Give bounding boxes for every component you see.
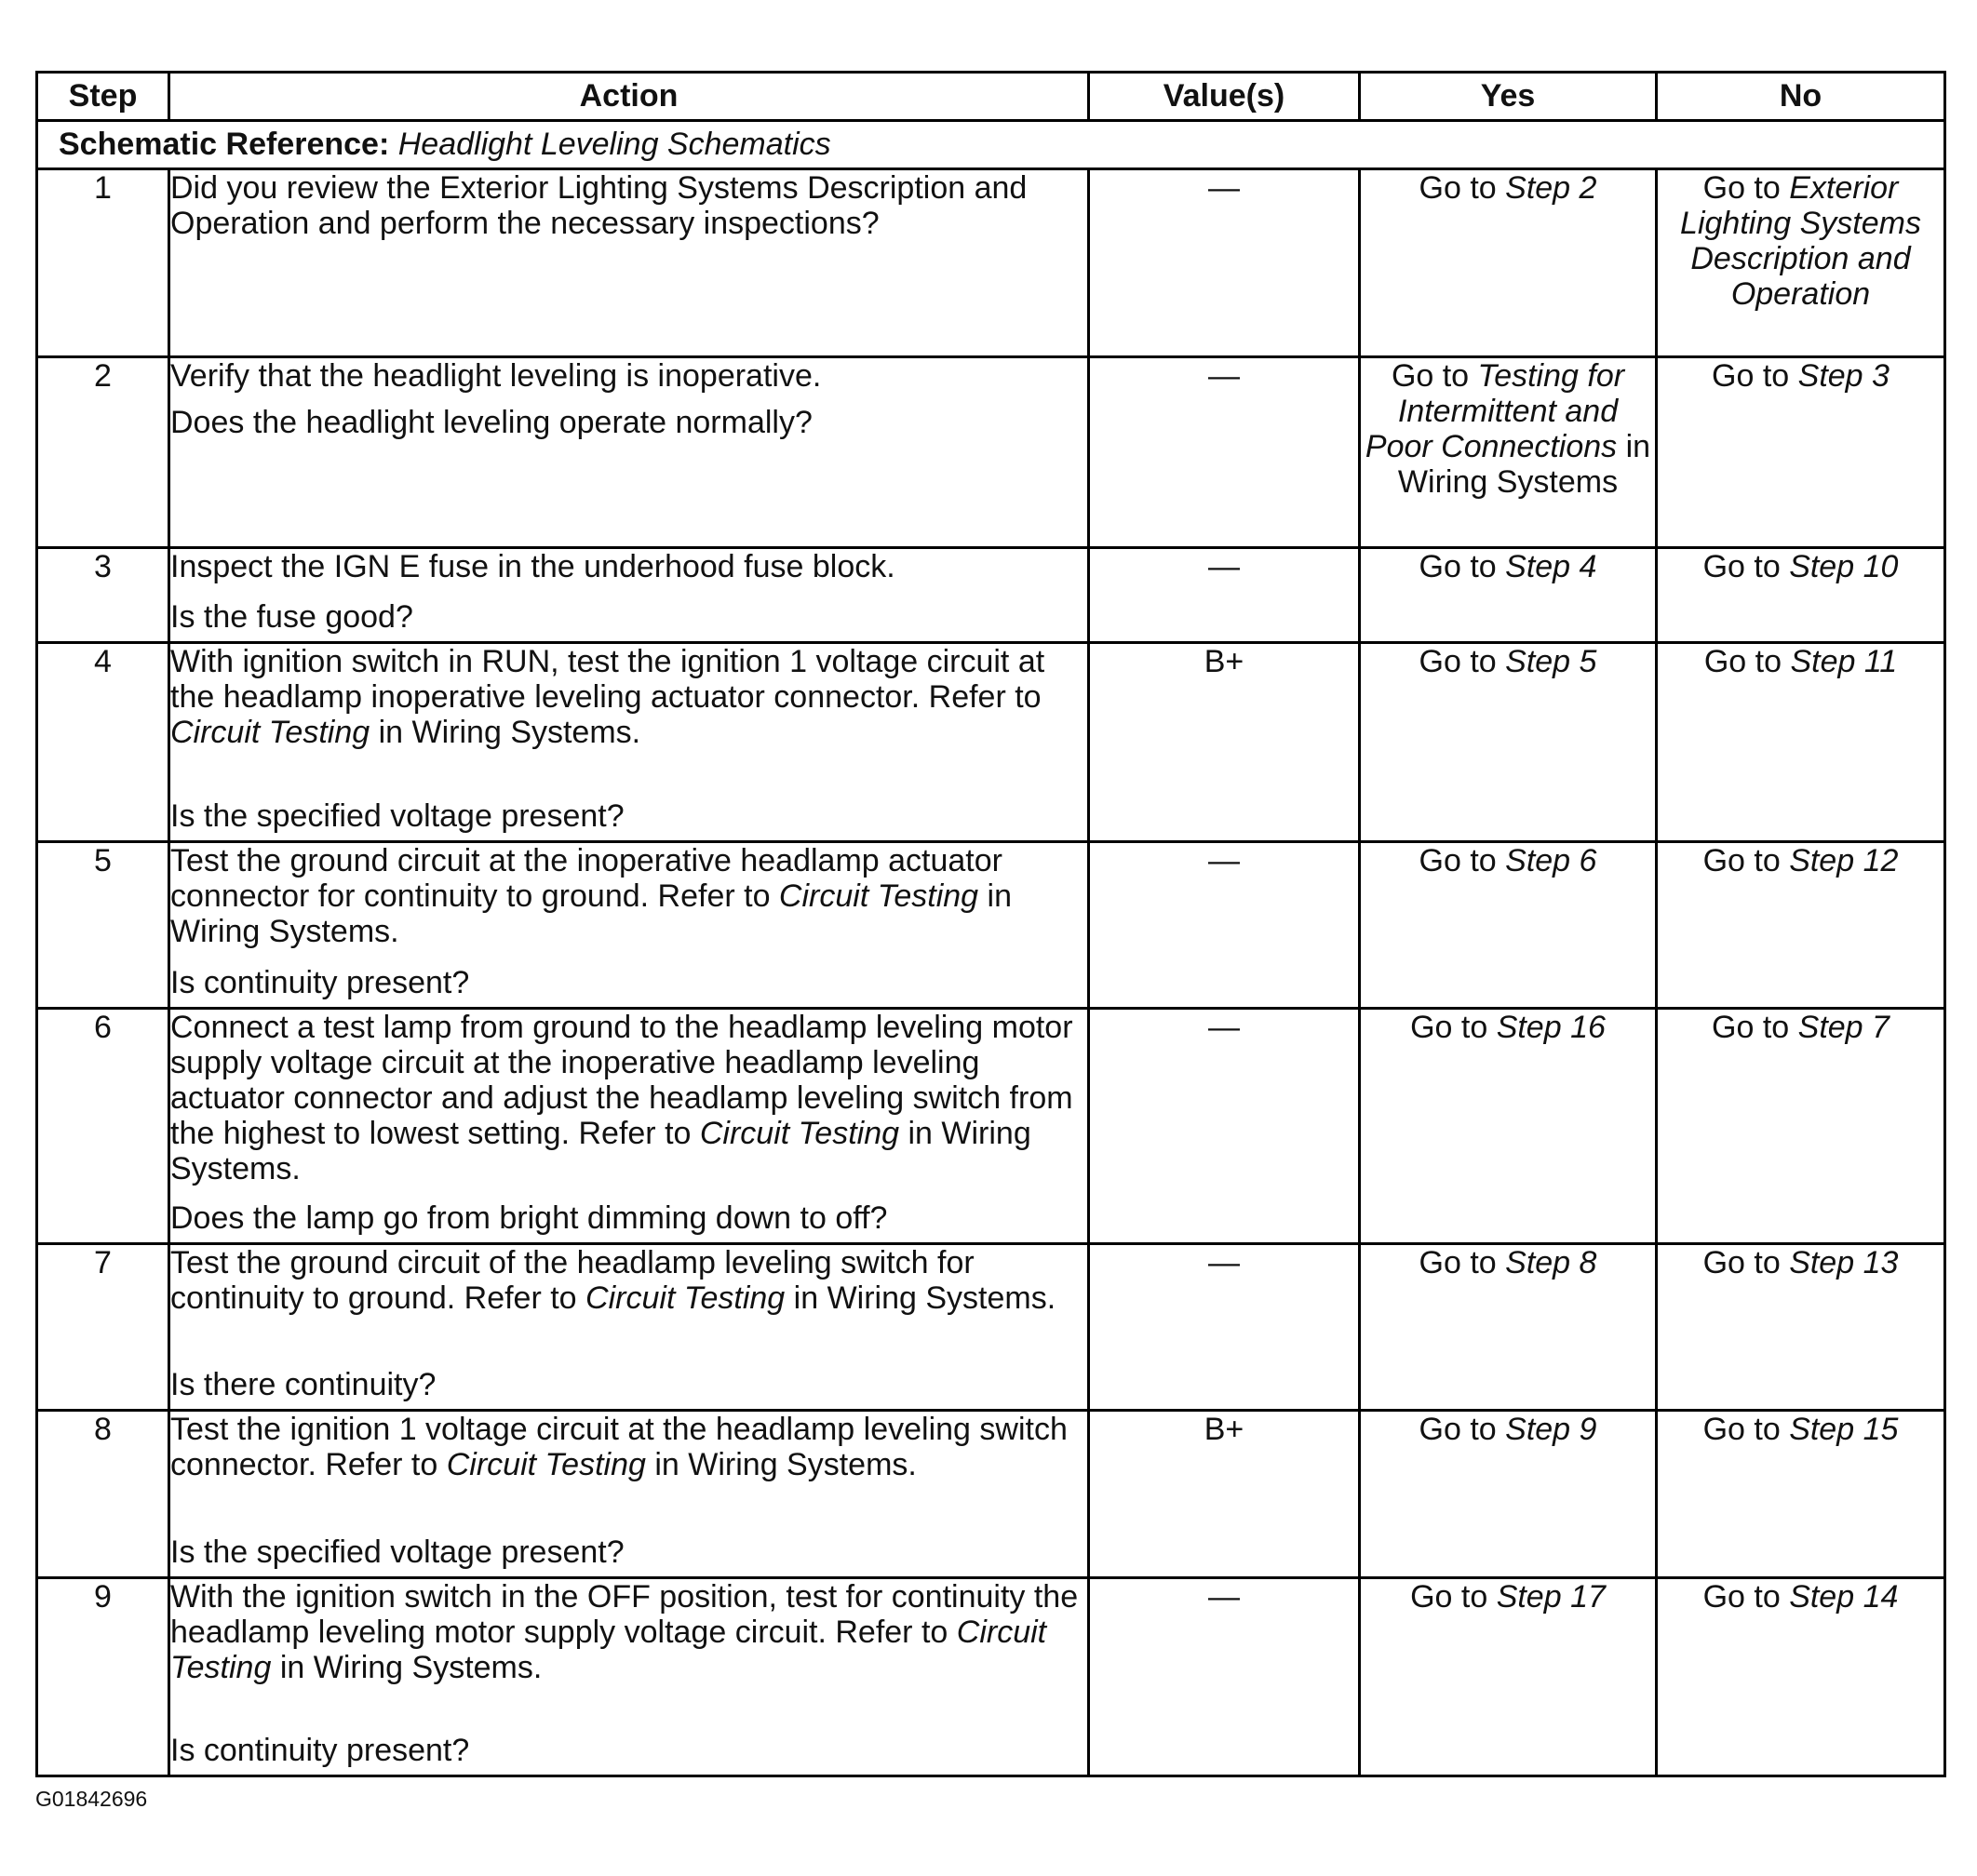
no-cell (1657, 357, 1945, 548)
reference-link[interactable]: Step 2 (1505, 170, 1597, 206)
text-run: Go to (1702, 170, 1790, 206)
value-cell: — (1089, 169, 1360, 357)
step-number: 7 (37, 1244, 169, 1411)
reference-link[interactable]: Step 15 (1789, 1412, 1899, 1447)
value-cell: — (1089, 548, 1360, 643)
text-run: Go to (1419, 644, 1506, 679)
text-run: Is the specified voltage present? (170, 797, 625, 834)
action-text (170, 644, 1087, 750)
reference-link[interactable]: Circuit Testing (170, 1615, 1047, 1686)
action-cell (169, 169, 1089, 357)
schematic-reference-row (37, 121, 1945, 169)
reference-link[interactable]: Circuit Testing (778, 878, 979, 915)
table-row (37, 643, 1945, 842)
reference-link[interactable]: Step 9 (1505, 1412, 1597, 1447)
yes-cell (1360, 842, 1657, 1009)
schematic-reference (37, 121, 1945, 169)
text-run: Go to (1391, 358, 1478, 394)
text-run: in Wiring Systems. (271, 1650, 543, 1686)
step-number: 6 (37, 1009, 169, 1244)
value-cell: B+ (1089, 643, 1360, 842)
step-number: 3 (37, 548, 169, 643)
diagnostic-table (35, 71, 1946, 1777)
text-run: in Wiring Systems. (645, 1447, 917, 1483)
action-text (170, 1010, 1087, 1186)
text-run: Go to (1419, 1412, 1506, 1447)
text-run: Is there continuity? (170, 1366, 437, 1402)
header-yes: Yes (1360, 73, 1657, 121)
text-run: With ignition switch in RUN, test the ignition 1 voltage circuit at the headlamp inoperative leveling actuator connector. Refer to (170, 644, 1045, 716)
table-row (37, 169, 1945, 357)
action-text (170, 843, 1087, 949)
action-cell (169, 548, 1089, 643)
reference-link[interactable]: Step 17 (1496, 1579, 1606, 1615)
schematic-label: Schematic Reference: (59, 127, 390, 163)
action-cell (169, 1009, 1089, 1244)
text-run: Go to (1419, 549, 1506, 584)
text-run: in Wiring Systems. (170, 878, 1013, 950)
reference-link[interactable]: Exterior Lighting Systems Description and Operation (1680, 170, 1921, 313)
text-run: Go to (1702, 843, 1790, 878)
action-text (170, 1412, 1087, 1482)
action-question (170, 1733, 1087, 1768)
text-run: Is continuity present? (170, 964, 470, 1000)
text-run: Go to (1419, 170, 1506, 206)
no-cell (1657, 1411, 1945, 1578)
text-run: in Wiring Systems. (785, 1280, 1056, 1317)
table-row (37, 357, 1945, 548)
header-step: Step (37, 73, 169, 121)
value-cell: — (1089, 1244, 1360, 1411)
no-cell (1657, 1578, 1945, 1776)
action-text (170, 549, 1087, 584)
text-run: With the ignition switch in the OFF position, test for continuity the headlamp leveling motor supply voltage circuit. Refer to (170, 1579, 1079, 1651)
reference-link[interactable]: Step 13 (1789, 1245, 1899, 1280)
text-run: Did you review the Exterior Lighting Systems Description and Operation and perform the necessary inspections? (170, 170, 1028, 242)
step-number: 8 (37, 1411, 169, 1578)
header-row (37, 73, 1945, 121)
action-cell (169, 1244, 1089, 1411)
action-question (170, 1367, 1087, 1402)
yes-cell (1360, 1578, 1657, 1776)
reference-link[interactable]: Step 7 (1797, 1010, 1890, 1045)
no-cell (1657, 548, 1945, 643)
text-run: Go to (1702, 1412, 1790, 1447)
action-cell (169, 1578, 1089, 1776)
yes-cell (1360, 1244, 1657, 1411)
text-run: in Wiring Systems. (370, 715, 641, 751)
action-text (170, 170, 1087, 241)
text-run: Test the ground circuit at the inoperative headlamp actuator connector for continuity to ground. Refer to (170, 843, 1002, 915)
reference-link[interactable]: Step 6 (1505, 843, 1597, 878)
text-run: Go to (1712, 358, 1798, 394)
no-cell (1657, 1244, 1945, 1411)
reference-link[interactable]: Circuit Testing (585, 1280, 786, 1317)
value-cell: — (1089, 842, 1360, 1009)
table-row (37, 1244, 1945, 1411)
text-run: Go to (1410, 1579, 1497, 1615)
text-run: Test the ground circuit of the headlamp leveling switch for continuity to ground. Refer to (170, 1245, 975, 1317)
header-no: No (1657, 73, 1945, 121)
text-run: Is continuity present? (170, 1732, 470, 1768)
reference-link[interactable]: Step 14 (1789, 1579, 1899, 1615)
text-run: Go to (1702, 1245, 1790, 1280)
text-run: Go to (1419, 1245, 1506, 1280)
text-run: Go to (1703, 644, 1791, 679)
step-number: 9 (37, 1578, 169, 1776)
no-cell (1657, 1009, 1945, 1244)
no-cell (1657, 169, 1945, 357)
action-question (170, 1534, 1087, 1570)
header-value: Value(s) (1089, 73, 1360, 121)
reference-link[interactable]: Testing for Intermittent and Poor Connections (1365, 358, 1625, 465)
text-run: Is the fuse good? (170, 598, 413, 635)
table-row (37, 1009, 1945, 1244)
step-number: 4 (37, 643, 169, 842)
action-cell (169, 1411, 1089, 1578)
text-run: in Wiring Systems. (170, 1116, 1031, 1187)
reference-link[interactable]: Step 4 (1505, 549, 1597, 584)
no-cell (1657, 643, 1945, 842)
yes-cell (1360, 643, 1657, 842)
action-text (170, 1579, 1087, 1685)
reference-link[interactable]: Circuit Testing (170, 715, 370, 751)
figure-id: G01842696 (35, 1787, 148, 1811)
yes-cell (1360, 1009, 1657, 1244)
text-run: Go to (1702, 549, 1790, 584)
value-cell: — (1089, 1578, 1360, 1776)
reference-link[interactable]: Step 10 (1789, 549, 1899, 584)
reference-link[interactable]: Step 11 (1790, 644, 1898, 679)
step-number: 1 (37, 169, 169, 357)
action-question (170, 1200, 1087, 1236)
action-question (170, 405, 1087, 440)
yes-cell (1360, 169, 1657, 357)
text-run: Go to (1712, 1010, 1798, 1045)
text-run: Test the ignition 1 voltage circuit at the headlamp leveling switch connector. Refer to (170, 1412, 1068, 1483)
table-row (37, 1411, 1945, 1578)
action-text (170, 358, 1087, 394)
table-row (37, 842, 1945, 1009)
table-row (37, 548, 1945, 643)
text-run: Go to (1419, 843, 1506, 878)
header-action: Action (169, 73, 1089, 121)
reference-link[interactable]: Circuit Testing (446, 1447, 646, 1483)
step-number: 5 (37, 842, 169, 1009)
text-run: Verify that the headlight leveling is inoperative. (170, 358, 822, 394)
reference-link[interactable]: Step 3 (1797, 358, 1890, 394)
text-run: Go to (1702, 1579, 1790, 1615)
yes-cell (1360, 1411, 1657, 1578)
reference-link[interactable]: Circuit Testing (699, 1116, 900, 1152)
reference-link[interactable]: Step 8 (1505, 1245, 1597, 1280)
action-cell (169, 357, 1089, 548)
reference-link[interactable]: Step 12 (1789, 843, 1899, 878)
yes-cell (1360, 357, 1657, 548)
reference-link[interactable]: Step 5 (1505, 644, 1597, 679)
text-run: Connect a test lamp from ground to the headlamp leveling motor supply voltage circuit at the inoperative headlamp leveling actuator connector and adjust the headlamp leveling switch from the highest to lowest setting. Refer to (170, 1010, 1073, 1152)
schematic-link[interactable]: Headlight Leveling Schematics (397, 127, 831, 163)
step-number: 2 (37, 357, 169, 548)
text-run: Does the lamp go from bright dimming down to off? (170, 1199, 888, 1236)
action-question (170, 798, 1087, 834)
table-body (37, 169, 1945, 1776)
text-run: in Wiring Systems (1397, 429, 1651, 501)
no-cell (1657, 842, 1945, 1009)
action-text (170, 1245, 1087, 1316)
text-run: Inspect the IGN E fuse in the underhood fuse block. (170, 549, 895, 584)
action-question (170, 965, 1087, 1000)
value-cell: — (1089, 1009, 1360, 1244)
value-cell: B+ (1089, 1411, 1360, 1578)
action-question (170, 599, 1087, 635)
action-cell (169, 643, 1089, 842)
text-run: Does the headlight leveling operate normally? (170, 405, 813, 441)
reference-link[interactable]: Step 16 (1496, 1010, 1606, 1045)
text-run: Go to (1410, 1010, 1497, 1045)
yes-cell (1360, 548, 1657, 643)
action-cell (169, 842, 1089, 1009)
table-row (37, 1578, 1945, 1776)
text-run: Is the specified voltage present? (170, 1534, 625, 1570)
value-cell: — (1089, 357, 1360, 548)
